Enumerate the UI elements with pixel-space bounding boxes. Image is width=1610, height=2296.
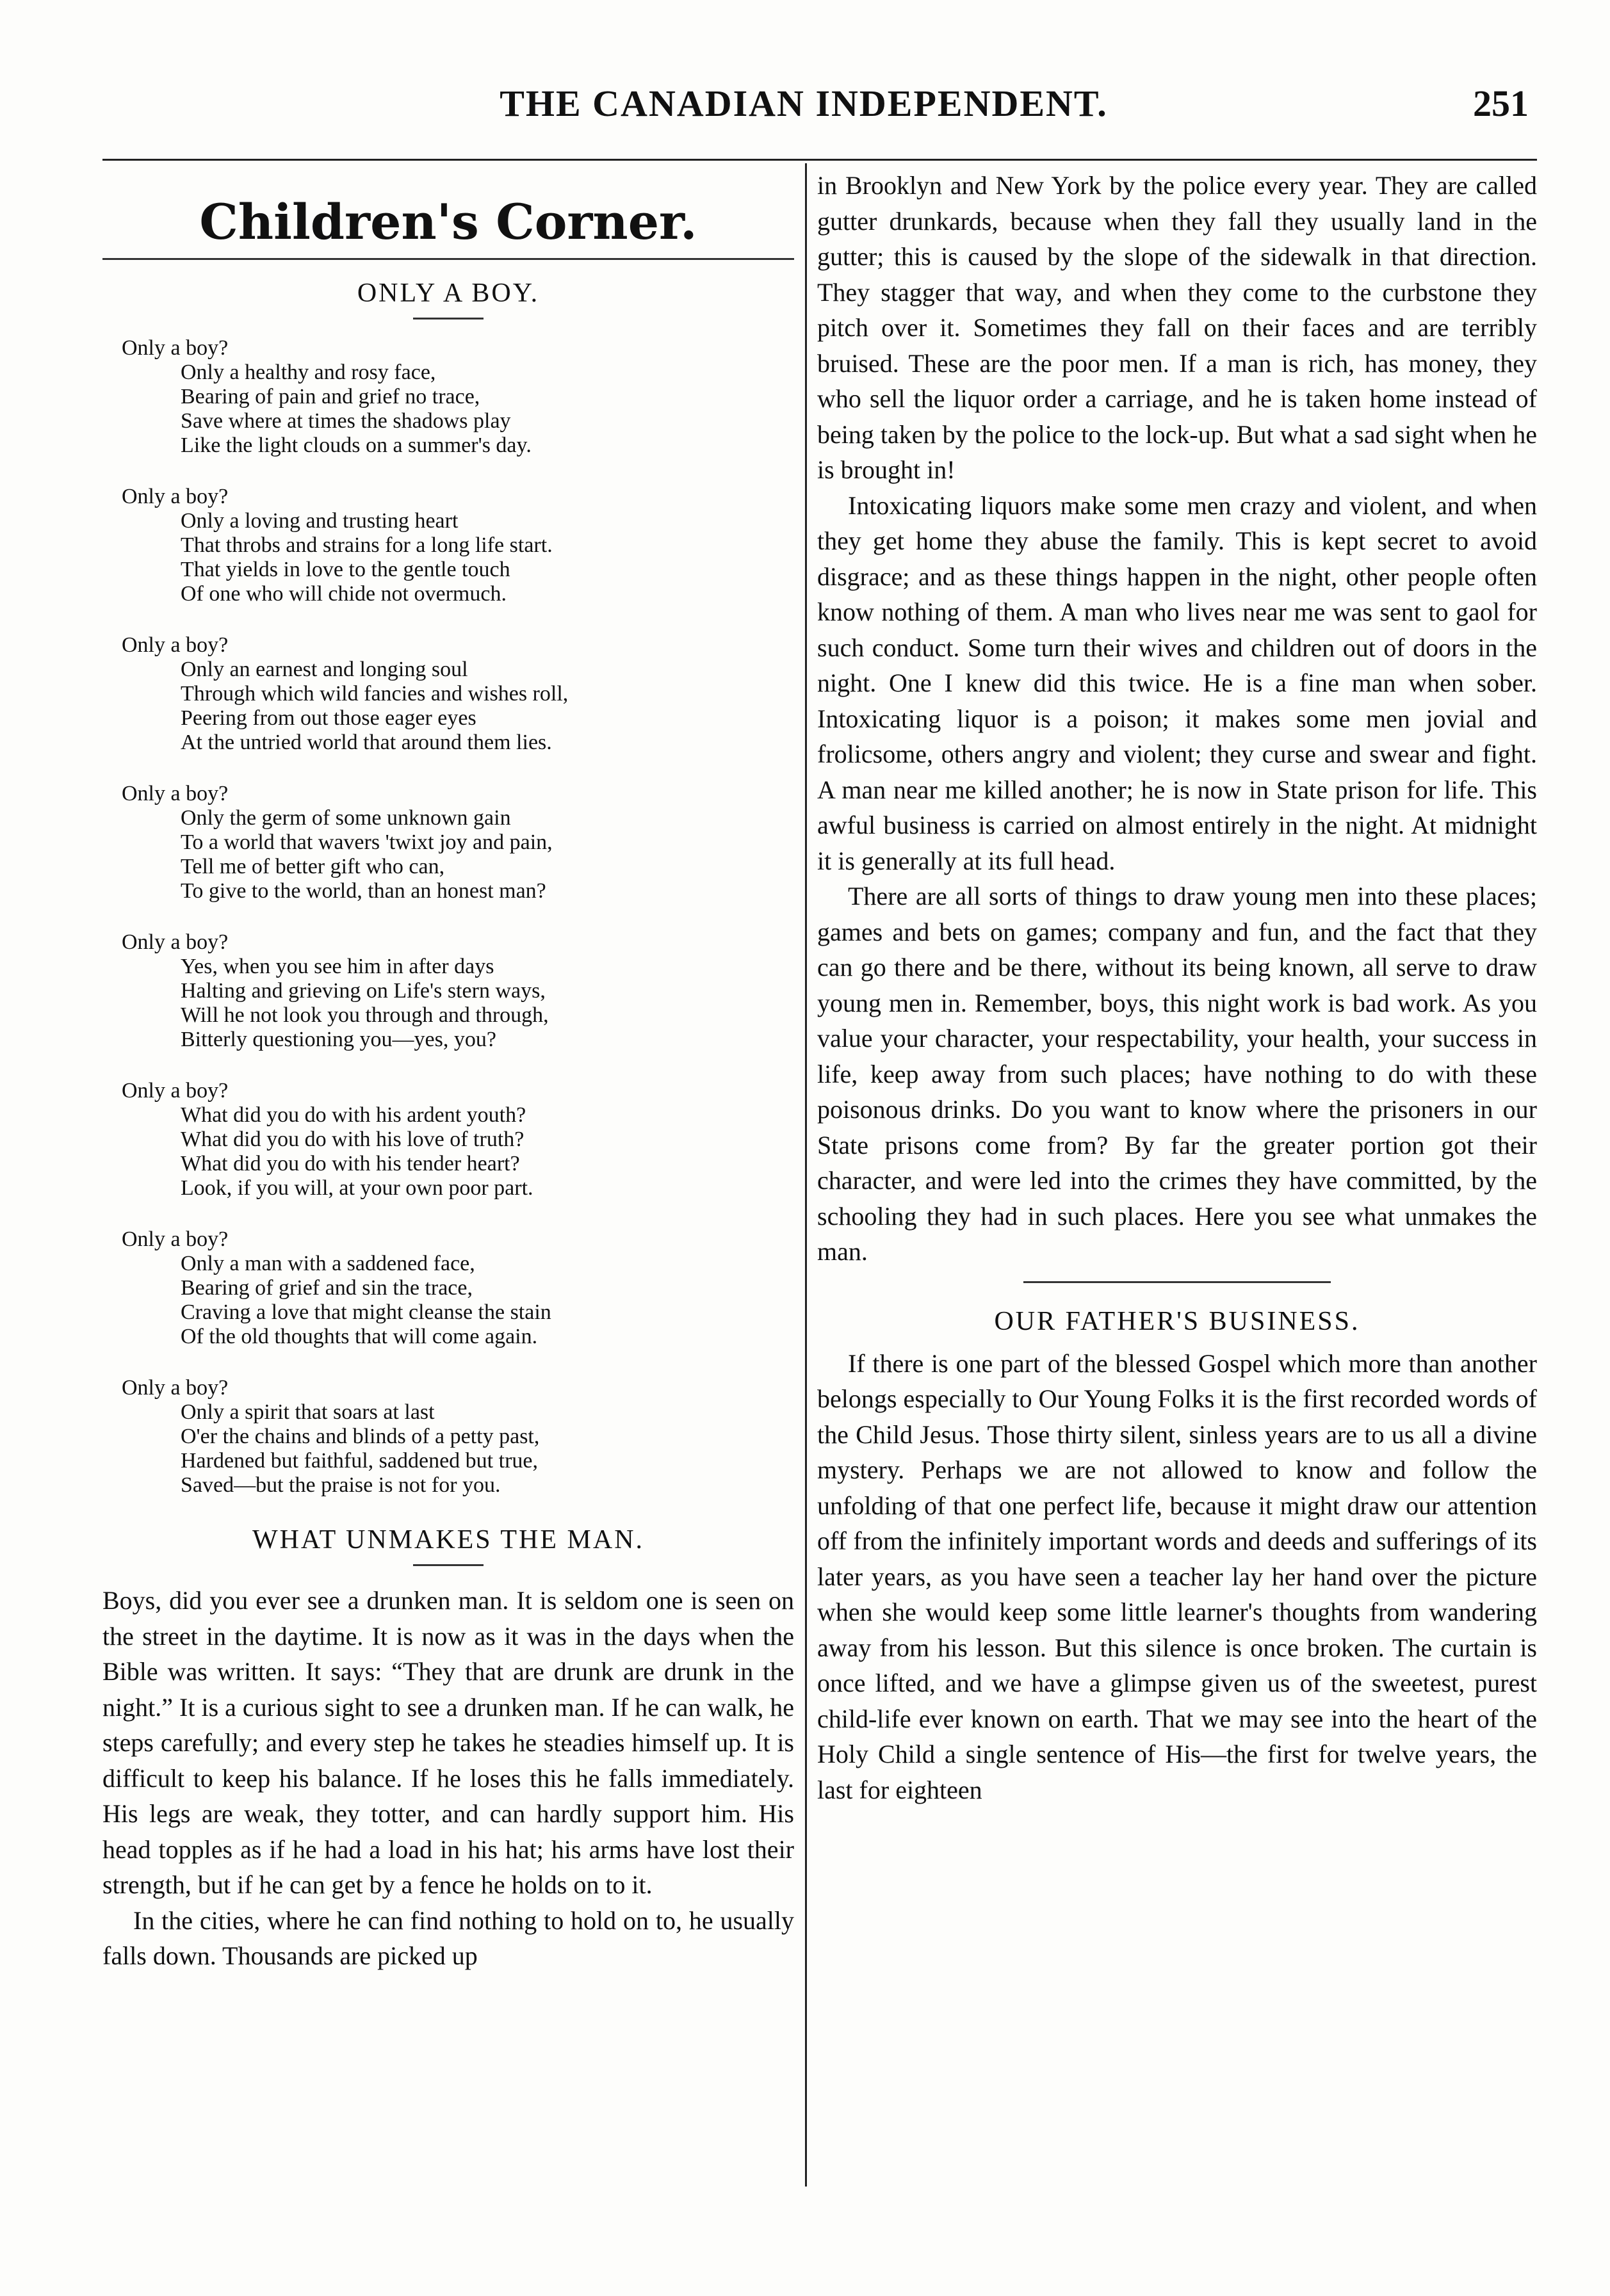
running-title: THE CANADIAN INDEPENDENT. bbox=[500, 83, 1108, 124]
verse-line: Only a boy? bbox=[122, 1376, 229, 1400]
verse-line: Only a boy? bbox=[122, 1079, 229, 1103]
verse-line: Peering from out those eager eyes bbox=[181, 706, 476, 730]
verse-line: Hardened but faithful, saddened but true, bbox=[181, 1449, 538, 1473]
verse-line: Look, if you will, at your own poor part. bbox=[181, 1176, 533, 1200]
section-rule bbox=[1023, 1281, 1331, 1283]
verse-line: Tell me of better gift who can, bbox=[181, 855, 445, 878]
heading-rule bbox=[102, 258, 794, 260]
page-number: 251 bbox=[1473, 83, 1529, 124]
verse-line: Bearing of pain and grief no trace, bbox=[181, 385, 480, 408]
essay-continued bbox=[817, 168, 1537, 1270]
stanza bbox=[122, 1227, 794, 1349]
verse-line: Through which wild fancies and wishes roll, bbox=[181, 682, 569, 706]
verse-line: What did you do with his tender heart? bbox=[181, 1152, 520, 1176]
stanza bbox=[122, 485, 794, 606]
verse-line: Save where at times the shadows play bbox=[181, 409, 511, 433]
paragraph: Boys, did you ever see a drunken man. It is seldom one is seen on the street in the daytime. It is now as it was in the days when the Bible was written. It says: “They that are drunk are drunk in the night.” It is a curious sight to see a drunken man. If he can walk, he steps carefully; and every step he takes he steadies himself up. It is difficult to keep his balance. If he loses this he falls immediately. His legs are weak, they totter, and can hardly support him. His head topples as if he had a load in his hat; his arms have lost their strength, but if he can get by a fence he holds on to it. bbox=[102, 1586, 794, 1899]
poem bbox=[102, 336, 794, 1498]
verse-line: At the untried world that around them lies. bbox=[181, 731, 552, 754]
verse-line: Bitterly questioning you—yes, you? bbox=[181, 1028, 496, 1051]
verse-line: Saved—but the praise is not for you. bbox=[181, 1473, 501, 1497]
stanza bbox=[122, 1079, 794, 1201]
section-heading: Children's Corner. bbox=[199, 193, 697, 250]
verse-line: That yields in love to the gentle touch bbox=[181, 558, 510, 581]
stanza bbox=[122, 930, 794, 1052]
verse-line: Bearing of grief and sin the trace, bbox=[181, 1276, 473, 1300]
verse-line: Only a boy? bbox=[122, 336, 229, 360]
header-rule bbox=[102, 159, 1537, 161]
section-title: OUR FATHER'S BUSINESS. bbox=[994, 1306, 1360, 1336]
left-column bbox=[102, 168, 794, 1974]
essay-title: WHAT UNMAKES THE MAN. bbox=[252, 1525, 645, 1555]
verse-line: Of the old thoughts that will come again. bbox=[181, 1325, 538, 1348]
verse-line: Halting and grieving on Life's stern ways, bbox=[181, 979, 546, 1003]
verse-line: To a world that wavers 'twixt joy and pain, bbox=[181, 830, 553, 854]
right-column bbox=[817, 168, 1537, 1807]
verse-line: Only a man with a saddened face, bbox=[181, 1252, 475, 1275]
poem-title: ONLY A BOY. bbox=[357, 279, 540, 308]
verse-line: Like the light clouds on a summer's day. bbox=[181, 433, 532, 457]
section-body bbox=[817, 1346, 1537, 1808]
paragraph: In the cities, where he can find nothing to hold on to, he usually falls down. Thousands are picked up bbox=[102, 1905, 794, 1970]
verse-line: That throbs and strains for a long life start. bbox=[181, 533, 553, 557]
stanza bbox=[122, 1376, 794, 1498]
verse-line: Craving a love that might cleanse the stain bbox=[181, 1300, 551, 1324]
verse-line: Only a boy? bbox=[122, 485, 229, 508]
page-header bbox=[0, 0, 1610, 147]
stanza bbox=[122, 782, 794, 903]
verse-line: Will he not look you through and through, bbox=[181, 1003, 549, 1027]
verse-line: Only an earnest and longing soul bbox=[181, 658, 468, 681]
stanza bbox=[122, 336, 794, 458]
verse-line: Only a boy? bbox=[122, 782, 229, 805]
paragraph: There are all sorts of things to draw young men into these places; games and bets on games; company and fun, and the fact that they can go there and be there, without its being known, all serve to draw young men in. Remember, boys, this night work is bad work. As you value your character, your respectability, your health, your success in life, keep away from such places; have nothing to do with these poisonous drinks. Do you want to know where the prisoners in our State prisons come from? By far the greater portion got their character, and were led into the crimes they have committed, by the schooling they had in such places. Here you see what unmakes the man. bbox=[817, 882, 1537, 1266]
verse-line: Only a spirit that soars at last bbox=[181, 1400, 435, 1424]
verse-line: Of one who will chide not overmuch. bbox=[181, 582, 507, 606]
paragraph: Intoxicating liquors make some men crazy and violent, and when they get home they abuse the family. This is kept secret to avoid disgrace; and as these things happen in the night, other people often know nothing of them. A man who lives near me was sent to gaol for such conduct. Some turn their wives and children out of doors in the night. One I knew did this twice. He is a fine man when sober. Intoxicating liquor is a poison; it makes some men jovial and frolicsome, others angry and violent; they curse and swear and fight. A man near me killed another; he is now in State prison for life. This awful business is carried on almost entirely in the night. At midnight it is generally at its full head. bbox=[817, 490, 1537, 875]
title-rule bbox=[413, 318, 484, 319]
stanza bbox=[122, 633, 794, 755]
verse-line: Only a loving and trusting heart bbox=[181, 509, 459, 533]
verse-line: Only the germ of some unknown gain bbox=[181, 806, 511, 830]
verse-line: Only a boy? bbox=[122, 1227, 229, 1251]
column-divider bbox=[805, 163, 807, 2187]
verse-line: What did you do with his love of truth? bbox=[181, 1128, 524, 1151]
essay-body bbox=[102, 1583, 794, 1974]
title-rule bbox=[413, 1564, 484, 1566]
verse-line: What did you do with his ardent youth? bbox=[181, 1103, 526, 1127]
verse-line: Only a boy? bbox=[122, 930, 229, 954]
verse-line: O'er the chains and blinds of a petty past, bbox=[181, 1425, 540, 1448]
paragraph: in Brooklyn and New York by the police every year. They are called gutter drunkards, because when they fall they usually land in the gutter; this is caused by the slope of the sidewalk in that direction. They stagger that way, and when they come to the curbstone they pitch over it. Sometimes they fall on their faces and are terribly bruised. These are the poor men. If a man is rich, has money, they who sell the liquor order a carriage, and he is taken home instead of being taken by the police to the lock-up. But what a sad sight when he is brought in! bbox=[817, 171, 1537, 484]
verse-line: Only a healthy and rosy face, bbox=[181, 360, 436, 384]
verse-line: To give to the world, than an honest man? bbox=[181, 879, 546, 903]
verse-line: Yes, when you see him in after days bbox=[181, 955, 494, 978]
verse-line: Only a boy? bbox=[122, 633, 229, 657]
paragraph: If there is one part of the blessed Gospel which more than another belongs especially to Our Young Folks it is the first recorded words of the Child Jesus. Those thirty silent, sinless years are to us all a divine mystery. Perhaps we are not allowed to know and follow the unfolding of that one perfect life, because it might draw our attention off from the infinitely important words and deeds and sufferings of its later years, as you have seen a teacher lay her hand over the picture when she would keep some little learner's thoughts from wandering away from his lesson. But this silence is once broken. The curtain is once lifted, and we have a glimpse given us of the sweetest, purest child-life ever known on earth. That we may see into the heart of the Holy Child a single sentence of His—the first for twelve years, the last for eighteen bbox=[817, 1348, 1537, 1804]
